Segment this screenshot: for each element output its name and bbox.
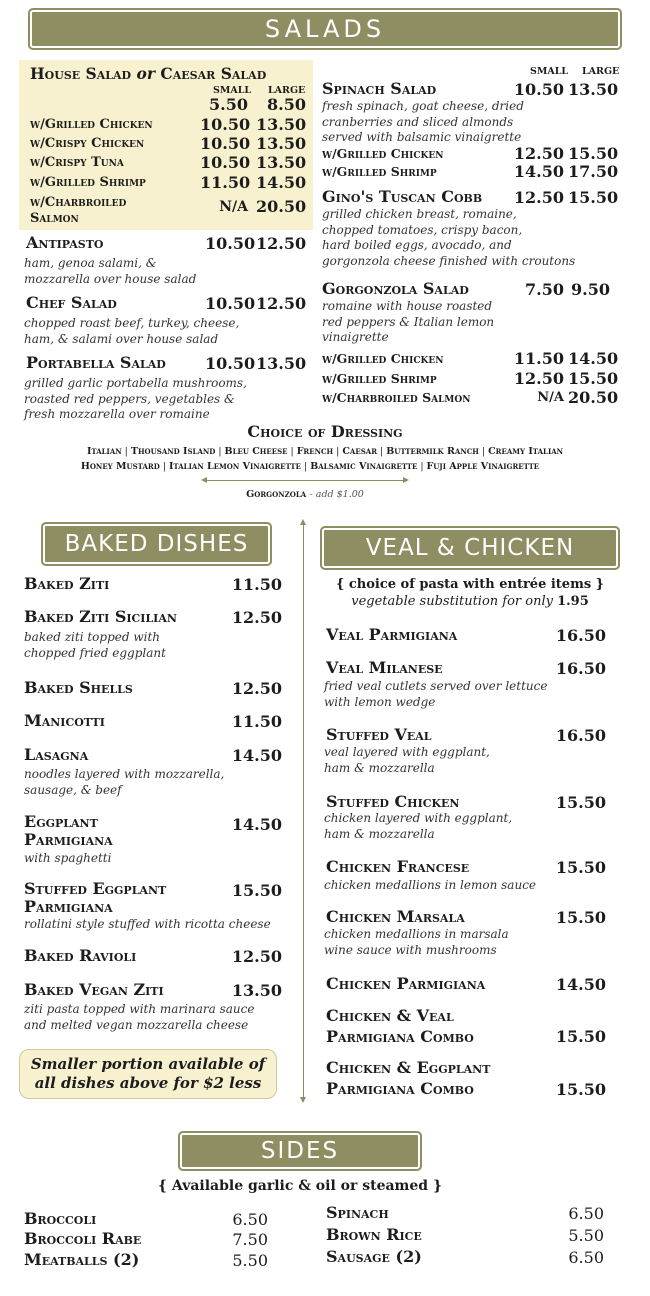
house-item-small: 10.50 xyxy=(200,153,251,172)
house-item-large: 13.50 xyxy=(256,115,307,134)
salad-name-gorgonzola: Gorgonzola Salad xyxy=(322,279,469,298)
veal-item-name: Chicken Marsala xyxy=(326,907,465,926)
dressing-gorgonzola: Gorgonzola - add $1.00 xyxy=(246,489,364,500)
side-item-price: 6.50 xyxy=(232,1210,268,1229)
side-item-price: 5.50 xyxy=(232,1251,268,1270)
veal-item-desc: chicken medallions in lemon sauce xyxy=(324,878,537,892)
sides-banner xyxy=(178,1131,422,1171)
house-item-name: w/Charbroiled Salmon xyxy=(30,195,127,226)
house-item-name: w/Crispy Tuna xyxy=(30,155,124,170)
salads-banner xyxy=(28,8,622,50)
baked-item-desc: ziti pasta topped with marinara sauce and melted vegan mozzarella cheese xyxy=(24,1002,255,1032)
veal-item-name: Veal Parmigiana xyxy=(326,625,458,644)
baked-item-price: 14.50 xyxy=(231,815,282,834)
house-base-small: 5.50 xyxy=(209,95,248,114)
salad-add-small: 14.50 xyxy=(513,162,564,181)
salads-banner-title: SALADS xyxy=(264,15,386,43)
salad-add-name: w/Charbroiled Salmon xyxy=(322,390,471,405)
veal-item-name: Stuffed Chicken xyxy=(326,792,460,811)
salad-add-small: 12.50 xyxy=(513,369,564,388)
veal-item-price: 15.50 xyxy=(555,1027,606,1046)
baked-dishes-banner xyxy=(41,522,272,566)
sides-banner-title: SIDES xyxy=(260,1138,340,1164)
baked-item-name: Baked Ziti xyxy=(24,574,110,593)
salad-large: 13.50 xyxy=(568,80,619,99)
house-base-large: 8.50 xyxy=(267,95,306,114)
house-salad-title: House Salad or Caesar Salad xyxy=(30,64,267,83)
baked-item-price: 11.50 xyxy=(231,712,282,731)
veal-item-price: 15.50 xyxy=(555,1080,606,1099)
salad-add-name: w/Grilled Shrimp xyxy=(322,371,437,386)
salad-desc: fresh spinach, goat cheese, dried cranberries and sliced almonds served with balsamic vinaigrette xyxy=(322,99,524,144)
salad-desc: romaine with house roasted red peppers & Italian lemon vinaigrette xyxy=(322,299,495,344)
baked-item-name: Manicotti xyxy=(24,711,105,730)
salad-add-large: 15.50 xyxy=(568,144,619,163)
baked-item-name: Stuffed Eggplant Parmigiana xyxy=(24,879,167,916)
house-item-name: w/Grilled Chicken xyxy=(30,117,153,132)
right-col-small: SMALL xyxy=(530,66,569,77)
salad-add-large: 20.50 xyxy=(568,388,619,407)
veal-item-price: 16.50 xyxy=(555,659,606,678)
house-col-small: SMALL xyxy=(213,85,252,96)
baked-item-price: 12.50 xyxy=(231,947,282,966)
veal-item-price: 16.50 xyxy=(555,726,606,745)
veal-item-price: 16.50 xyxy=(555,626,606,645)
veal-item-price: 14.50 xyxy=(555,975,606,994)
baked-item-price: 12.50 xyxy=(231,608,282,627)
salad-small: 12.50 xyxy=(513,188,564,207)
house-col-large: LARGE xyxy=(268,85,306,96)
baked-item-name: Baked Ravioli xyxy=(24,946,137,965)
baked-item-desc: noodles layered with mozzarella, sausage, & beef xyxy=(24,767,225,797)
baked-item-name: Lasagna xyxy=(24,745,89,764)
salad-large: 12.50 xyxy=(256,294,307,313)
salad-desc: grilled garlic portabella mushrooms, roasted red peppers, vegetables & fresh mozzarella over romaine xyxy=(24,376,247,421)
sides-note: { Available garlic & oil or steamed } xyxy=(158,1178,442,1194)
veal-item-desc: chicken layered with eggplant, ham & mozzarella xyxy=(324,811,513,841)
baked-item-price: 13.50 xyxy=(231,981,282,1000)
dressing-title: Choice of Dressing xyxy=(247,422,403,441)
baked-item-name: Baked Ziti Sicilian xyxy=(24,607,177,626)
veal-item-desc: veal layered with eggplant, ham & mozzarella xyxy=(324,745,490,775)
veal-item-price: 15.50 xyxy=(555,908,606,927)
baked-item-desc: baked ziti topped with chopped fried eggplant xyxy=(24,630,166,660)
salad-small: 10.50 xyxy=(205,354,256,373)
salad-small: 10.50 xyxy=(513,80,564,99)
side-item-name: Spinach xyxy=(326,1203,389,1222)
veal-item-price: 15.50 xyxy=(555,858,606,877)
salad-add-large: 15.50 xyxy=(568,369,619,388)
veal-item-name: Chicken Parmigiana xyxy=(326,974,486,993)
baked-item-price: 11.50 xyxy=(231,575,282,594)
salad-add-large: 14.50 xyxy=(568,349,619,368)
dressing-row-1: Italian | Thousand Island | Bleu Cheese | French | Caesar | Buttermilk Ranch | Creamy Italian xyxy=(86,446,564,457)
baked-item-name: Eggplant Parmigiana xyxy=(24,812,113,849)
baked-item-name: Baked Shells xyxy=(24,678,133,697)
dressing-row-2: Honey Mustard | Italian Lemon Vinaigrette | Balsamic Vinaigrette | Fuji Apple Vinaigrette xyxy=(80,461,540,472)
smaller-portion-note: Smaller portion available of all dishes above for $2 less xyxy=(19,1049,277,1099)
side-item-name: Brown Rice xyxy=(326,1225,422,1244)
house-item-small: 10.50 xyxy=(200,134,251,153)
baked-item-price: 15.50 xyxy=(231,881,282,900)
veal-item-desc: chicken medallions in marsala wine sauce with mushrooms xyxy=(324,927,509,957)
veal-note-vegetable: vegetable substitution for only 1.95 xyxy=(351,594,589,609)
veal-note-pasta: { choice of pasta with entrée items } xyxy=(335,577,605,592)
house-item-name: w/Crispy Chicken xyxy=(30,136,145,151)
salad-name-cobb: Gino's Tuscan Cobb xyxy=(322,187,483,206)
salad-name-chef: Chef Salad xyxy=(26,293,117,312)
side-item-name: Broccoli Rabe xyxy=(24,1229,142,1248)
house-item-small: N/A xyxy=(219,199,248,215)
house-item-small: 11.50 xyxy=(200,173,251,192)
baked-banner-title: BAKED DISHES xyxy=(64,531,249,557)
salad-add-name: w/Grilled Shrimp xyxy=(322,164,437,179)
salad-add-name: w/Grilled Chicken xyxy=(322,351,444,366)
column-divider xyxy=(303,525,304,1097)
side-item-price: 6.50 xyxy=(568,1248,604,1267)
side-item-name: Meatballs (2) xyxy=(24,1250,140,1269)
salad-add-name: w/Grilled Chicken xyxy=(322,146,444,161)
dressing-divider xyxy=(207,480,403,481)
salad-large: 9.50 xyxy=(571,280,610,299)
salad-large: 15.50 xyxy=(568,188,619,207)
side-item-name: Broccoli xyxy=(24,1209,97,1228)
veal-item-desc: fried veal cutlets served over lettuce with lemon wedge xyxy=(324,679,548,709)
baked-item-desc: rollatini style stuffed with ricotta cheese xyxy=(24,917,271,931)
salad-add-small: 11.50 xyxy=(513,349,564,368)
veal-item-name: Stuffed Veal xyxy=(326,725,432,744)
salad-add-small: N/A xyxy=(537,390,564,405)
salad-small: 7.50 xyxy=(525,280,564,299)
veal-item-name: Veal Milanese xyxy=(326,658,443,677)
veal-item-name: Chicken & Veal Parmigiana Combo xyxy=(326,1006,474,1046)
salad-add-small: 12.50 xyxy=(513,144,564,163)
side-item-name: Sausage (2) xyxy=(326,1247,422,1266)
salad-name-antipasto: Antipasto xyxy=(26,233,104,252)
veal-chicken-banner xyxy=(320,526,620,570)
salad-large: 12.50 xyxy=(256,234,307,253)
house-item-small: 10.50 xyxy=(200,115,251,134)
veal-item-name: Chicken Francese xyxy=(326,857,470,876)
side-item-price: 5.50 xyxy=(568,1226,604,1245)
veal-banner-title: VEAL & CHICKEN xyxy=(365,535,575,561)
salad-desc: ham, genoa salami, & mozzarella over house salad xyxy=(24,256,197,286)
house-item-name: w/Grilled Shrimp xyxy=(30,175,146,190)
salad-small: 10.50 xyxy=(205,234,256,253)
salad-desc: grilled chicken breast, romaine, chopped tomatoes, crispy bacon, hard boiled eggs, avocado, and gorgonzola cheese finished with croutons xyxy=(322,207,576,268)
baked-item-name: Baked Vegan Ziti xyxy=(24,980,164,999)
salad-name-spinach: Spinach Salad xyxy=(322,79,437,98)
right-col-large: LARGE xyxy=(582,66,620,77)
baked-item-price: 14.50 xyxy=(231,746,282,765)
salad-small: 10.50 xyxy=(205,294,256,313)
side-item-price: 6.50 xyxy=(568,1204,604,1223)
salad-large: 13.50 xyxy=(256,354,307,373)
baked-item-desc: with spaghetti xyxy=(24,851,112,865)
house-item-large: 20.50 xyxy=(256,197,307,216)
house-item-large: 13.50 xyxy=(256,134,307,153)
salad-add-large: 17.50 xyxy=(568,162,619,181)
house-item-large: 14.50 xyxy=(256,173,307,192)
veal-item-name: Chicken & Eggplant Parmigiana Combo xyxy=(326,1058,491,1098)
side-item-price: 7.50 xyxy=(232,1230,268,1249)
house-item-large: 13.50 xyxy=(256,153,307,172)
salad-name-portabella: Portabella Salad xyxy=(26,353,166,372)
salad-desc: chopped roast beef, turkey, cheese, ham, & salami over house salad xyxy=(24,316,240,346)
veal-item-price: 15.50 xyxy=(555,793,606,812)
baked-item-price: 12.50 xyxy=(231,679,282,698)
